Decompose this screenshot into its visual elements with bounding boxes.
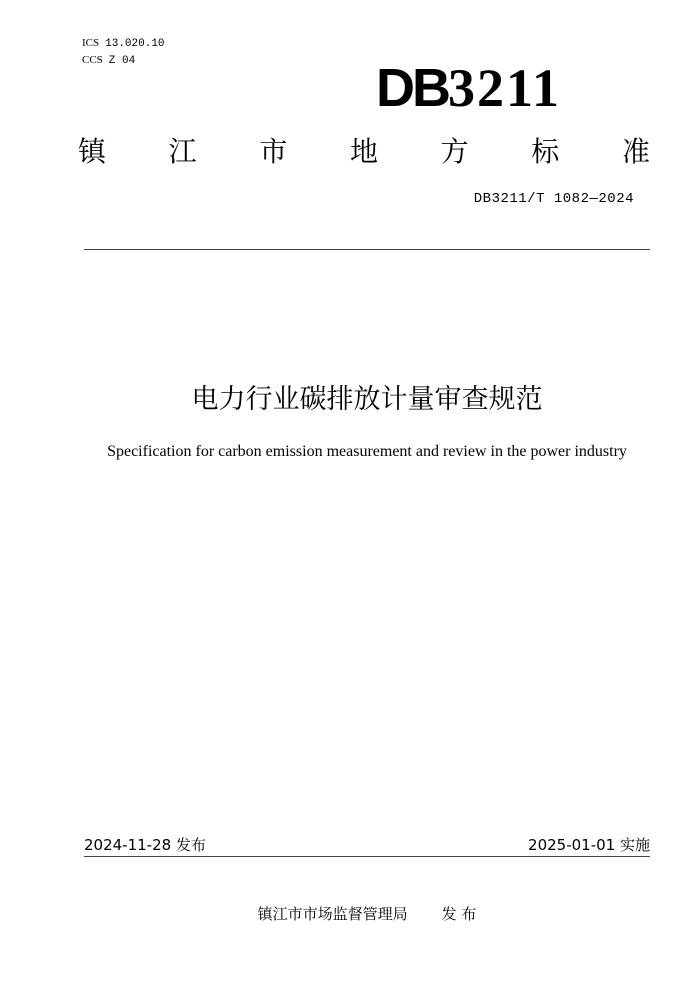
standard-type-char: 准 <box>621 135 650 168</box>
logo-db-text: DB <box>376 58 448 118</box>
standard-number: DB3211/T 1082—2024 <box>473 191 634 207</box>
ics-code: 13.020.10 <box>105 38 165 50</box>
standard-type-char: 地 <box>349 135 378 168</box>
ics-label: ICS <box>82 37 100 49</box>
standard-type-char: 市 <box>259 135 288 168</box>
standard-type <box>78 134 650 170</box>
document-title-english: Specification for carbon emission measurement and review in the power industry <box>107 443 627 460</box>
issuer-name: 镇江市市场监督管理局 <box>257 905 408 923</box>
standard-type-char: 镇 <box>78 135 107 168</box>
footer-divider <box>84 856 650 857</box>
implementation-date: 2025-01-01 实施 <box>528 836 650 854</box>
issuer <box>0 904 700 924</box>
ccs-code: Z 04 <box>108 55 136 67</box>
issue-date: 2024-11-28 发布 <box>84 836 206 854</box>
standard-type-char: 标 <box>531 135 560 168</box>
document-title-chinese: 电力行业碳排放计量审查规范 <box>191 384 543 415</box>
header-divider <box>84 249 650 250</box>
issuer-action: 发 布 <box>441 905 477 923</box>
logo-region-code: 3211 <box>448 58 562 118</box>
standard-type-char: 方 <box>440 135 469 168</box>
ccs-line <box>82 53 135 68</box>
ccs-label: CCS <box>82 54 103 66</box>
ics-line <box>82 36 165 51</box>
db-logo <box>376 58 561 118</box>
standard-type-char: 江 <box>168 135 197 168</box>
